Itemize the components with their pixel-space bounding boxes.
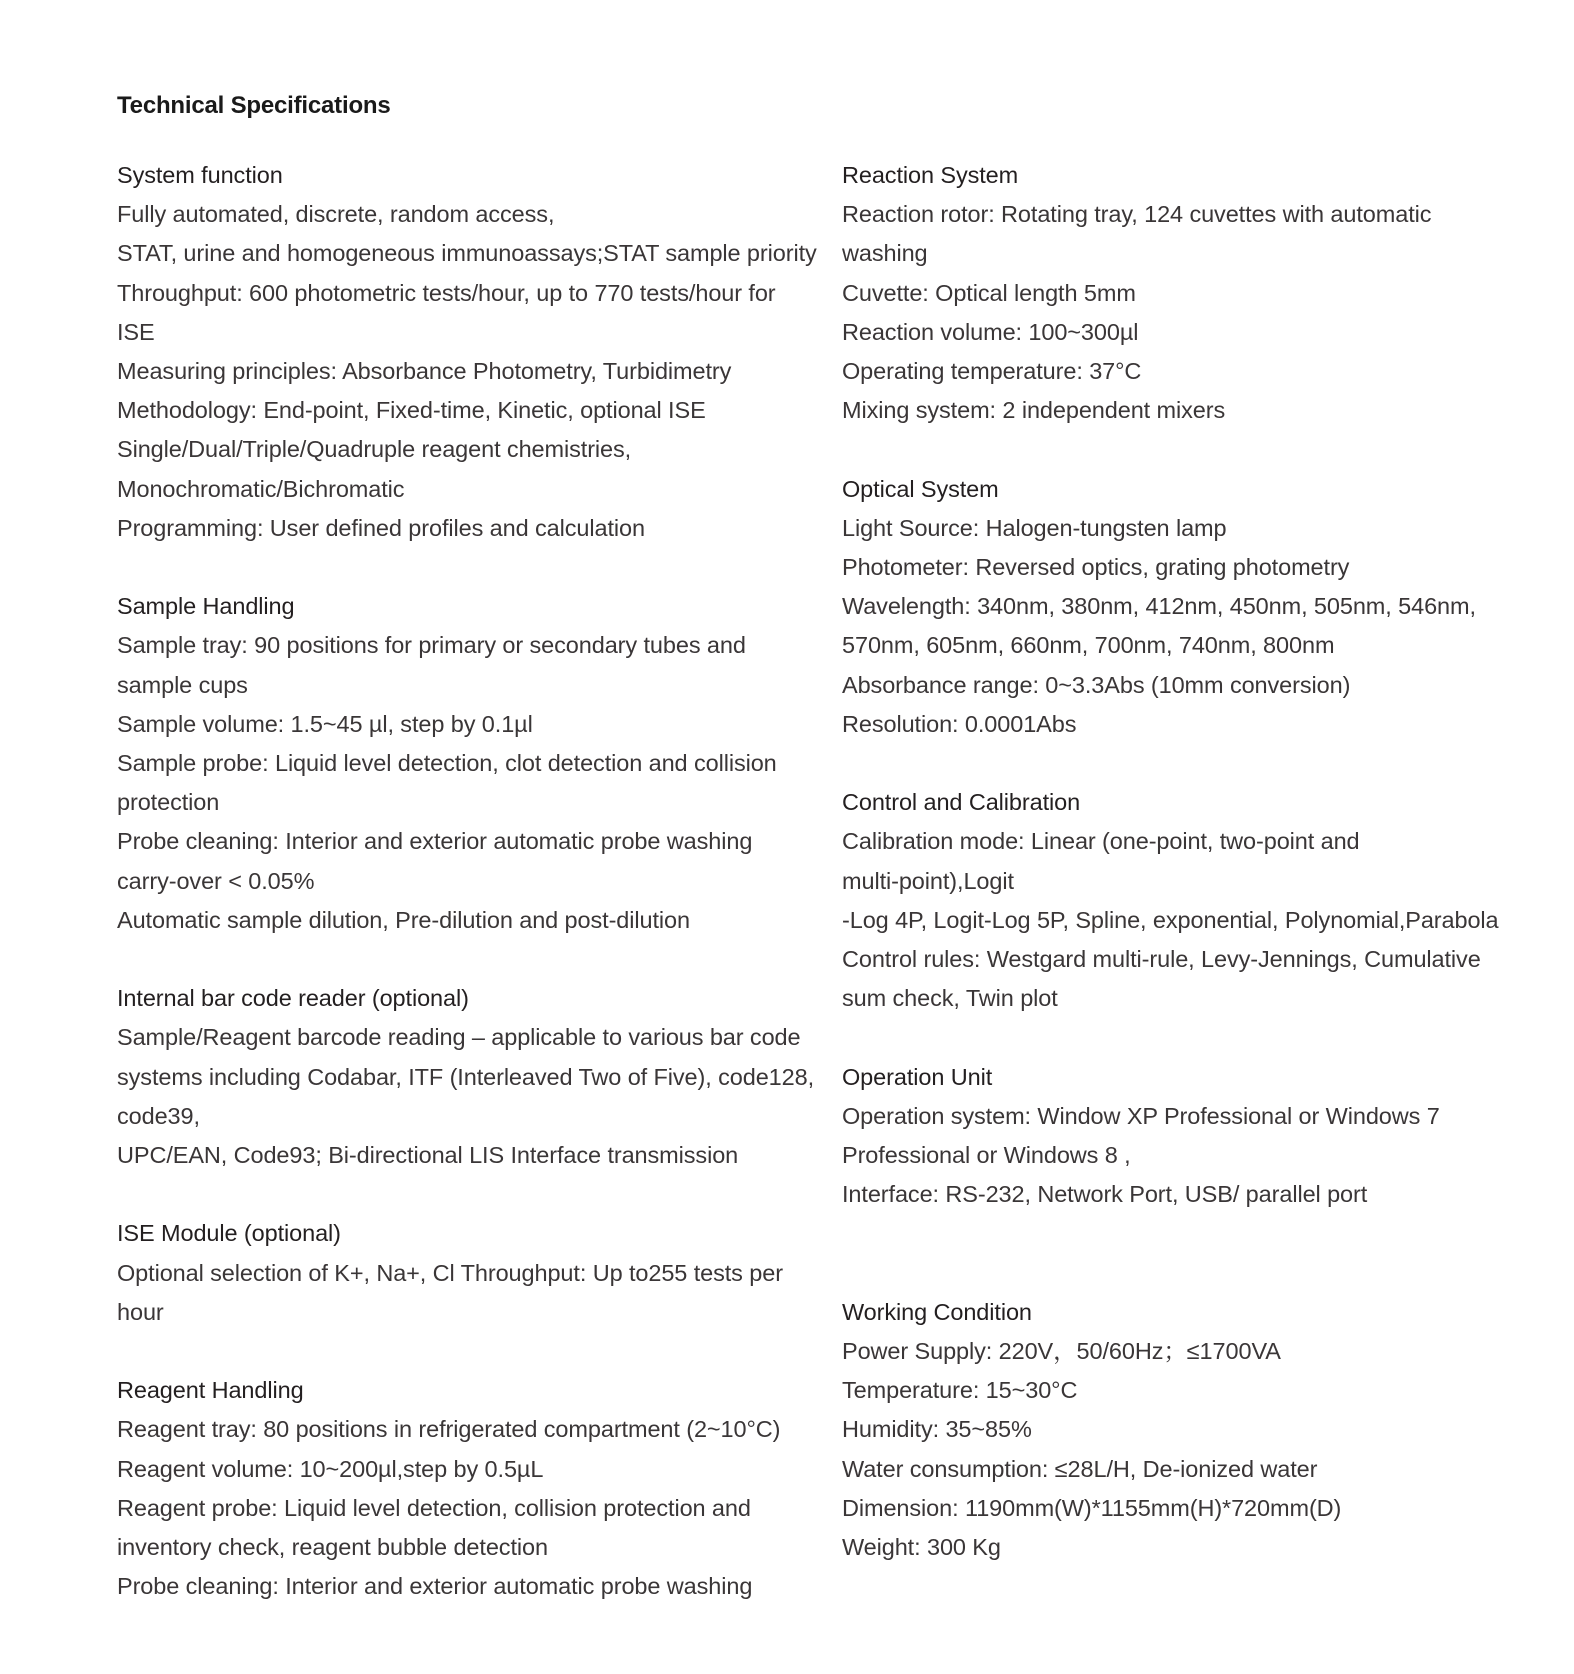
section-control-calibration <box>842 783 1502 1018</box>
spec-line: Humidity: 35~85% <box>842 1416 1032 1443</box>
spec-line: hour <box>117 1298 164 1325</box>
spec-line: Photometer: Reversed optics, grating photometry <box>842 554 1350 581</box>
spec-line: Control rules: Westgard multi-rule, Levy-Jennings, Cumulative <box>842 946 1481 973</box>
spec-line: Temperature: 15~30°C <box>842 1377 1078 1404</box>
spec-line: Reaction rotor: Rotating tray, 124 cuvettes with automatic <box>842 201 1432 228</box>
spec-line: Probe cleaning: Interior and exterior automatic probe washing <box>117 1573 753 1600</box>
spec-line: Resolution: 0.0001Abs <box>842 710 1077 737</box>
spec-line: Methodology: End-point, Fixed-time, Kinetic, optional ISE <box>117 397 706 424</box>
spec-line: Measuring principles: Absorbance Photometry, Turbidimetry <box>117 358 732 385</box>
spec-line: Professional or Windows 8 , <box>842 1142 1131 1169</box>
spec-line: Light Source: Halogen-tungsten lamp <box>842 514 1227 541</box>
section-ise-module <box>117 1214 817 1332</box>
spec-line: Fully automated, discrete, random access, <box>117 201 555 228</box>
spec-line: Calibration mode: Linear (one-point, two-point and <box>842 828 1360 855</box>
spec-line: washing <box>842 240 928 267</box>
section-heading: Optical System <box>842 475 999 502</box>
spec-line: Sample tray: 90 positions for primary or secondary tubes and <box>117 632 746 659</box>
spec-line: UPC/EAN, Code93; Bi-directional LIS Interface transmission <box>117 1142 739 1169</box>
spec-line: Power Supply: 220V，50/60Hz；≤1700VA <box>842 1338 1281 1365</box>
section-system-function <box>117 156 817 548</box>
spacer <box>842 1254 1502 1293</box>
spec-line: Reagent tray: 80 positions in refrigerated compartment (2~10°C) <box>117 1416 781 1443</box>
section-heading: System function <box>117 162 283 188</box>
section-heading: Operation Unit <box>842 1063 993 1090</box>
spec-line: -Log 4P, Logit-Log 5P, Spline, exponential, Polynomial,Parabola <box>842 906 1499 933</box>
section-heading: Internal bar code reader (optional) <box>117 985 469 1012</box>
section-working-condition <box>842 1293 1502 1567</box>
spec-line: inventory check, reagent bubble detection <box>117 1534 548 1561</box>
spec-line: ISE <box>117 318 155 345</box>
spec-line: Mixing system: 2 independent mixers <box>842 397 1226 424</box>
page-title: Technical Specifications <box>117 92 391 119</box>
spec-line: Reagent probe: Liquid level detection, collision protection and <box>117 1494 751 1521</box>
spec-line: Reaction volume: 100~300µl <box>842 318 1139 345</box>
spec-line: sample cups <box>117 671 248 698</box>
section-optical-system <box>842 470 1502 744</box>
spec-line: Single/Dual/Triple/Quadruple reagent chemistries, <box>117 436 632 463</box>
spec-line: Monochromatic/Bichromatic <box>117 475 405 502</box>
spec-line: multi-point),Logit <box>842 867 1014 894</box>
spec-line: Absorbance range: 0~3.3Abs (10mm conversion) <box>842 671 1351 698</box>
section-heading: Control and Calibration <box>842 789 1081 816</box>
spec-line: Sample/Reagent barcode reading – applicable to various bar code <box>117 1024 801 1051</box>
section-reagent-handling <box>117 1371 817 1606</box>
right-column <box>842 156 1502 1606</box>
section-heading: ISE Module (optional) <box>117 1220 341 1247</box>
section-heading: Reagent Handling <box>117 1377 304 1404</box>
section-bar-code-reader <box>117 979 817 1175</box>
spec-line: 570nm, 605nm, 660nm, 700nm, 740nm, 800nm <box>842 632 1335 659</box>
section-reaction-system <box>842 156 1502 430</box>
spec-line: Cuvette: Optical length 5mm <box>842 279 1136 306</box>
spec-line: Wavelength: 340nm, 380nm, 412nm, 450nm, 505nm, 546nm, <box>842 593 1476 620</box>
spec-line: STAT, urine and homogeneous immunoassays;STAT sample priority <box>117 240 817 267</box>
spec-line: Water consumption: ≤28L/H, De-ionized water <box>842 1455 1318 1482</box>
section-heading: Working Condition <box>842 1298 1032 1325</box>
spec-line: Dimension: 1190mm(W)*1155mm(H)*720mm(D) <box>842 1494 1342 1521</box>
section-heading: Reaction System <box>842 162 1019 188</box>
left-column <box>117 156 817 1646</box>
spec-line: systems including Codabar, ITF (Interleaved Two of Five), code128, <box>117 1063 815 1090</box>
spec-line: Probe cleaning: Interior and exterior automatic probe washing <box>117 828 753 855</box>
section-operation-unit <box>842 1058 1502 1215</box>
spec-line: Optional selection of K+, Na+, Cl Throughput: Up to255 tests per <box>117 1259 783 1286</box>
spec-line: Reagent volume: 10~200µl,step by 0.5µL <box>117 1455 544 1482</box>
spec-line: Interface: RS-232, Network Port, USB/ parallel port <box>842 1181 1368 1208</box>
spec-line: code39, <box>117 1102 200 1129</box>
spec-line: Operation system: Window XP Professional or Windows 7 <box>842 1102 1440 1129</box>
section-sample-handling <box>117 587 817 940</box>
spec-line: Sample probe: Liquid level detection, clot detection and collision <box>117 750 777 777</box>
spec-line: Automatic sample dilution, Pre-dilution and post-dilution <box>117 906 690 933</box>
spec-line: carry-over < 0.05% <box>117 867 315 894</box>
spec-line: sum check, Twin plot <box>842 985 1058 1012</box>
spec-line: Operating temperature: 37°C <box>842 358 1142 385</box>
spec-line: protection <box>117 789 220 816</box>
spec-line: Weight: 300 Kg <box>842 1534 1001 1561</box>
spec-line: Sample volume: 1.5~45 µl, step by 0.1µl <box>117 710 533 737</box>
spec-line: Throughput: 600 photometric tests/hour, up to 770 tests/hour for <box>117 279 776 306</box>
section-heading: Sample Handling <box>117 593 295 620</box>
spec-line: Programming: User defined profiles and calculation <box>117 514 645 541</box>
